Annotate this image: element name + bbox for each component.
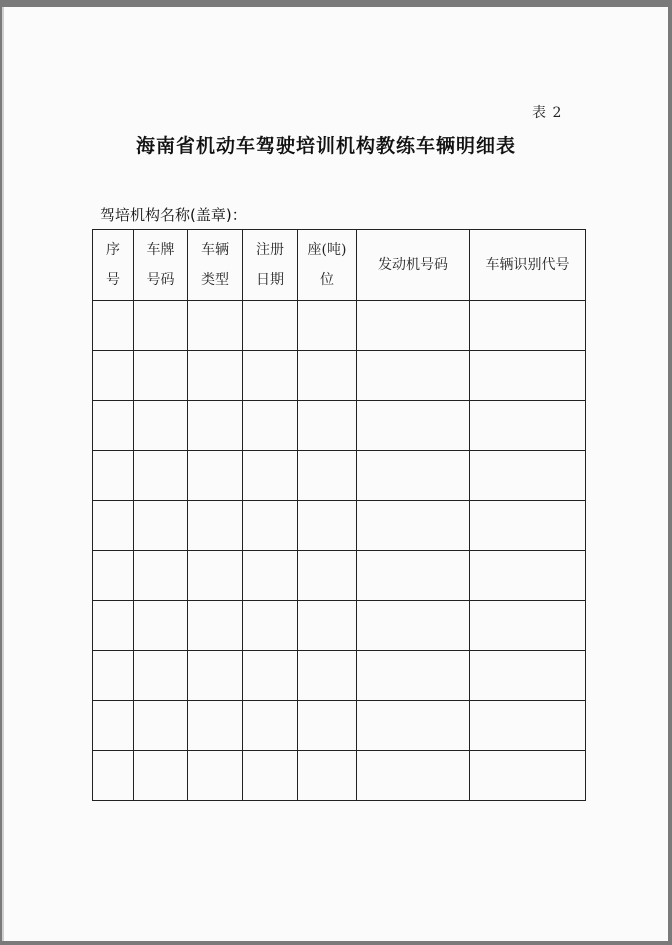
table-cell: [357, 501, 470, 551]
table-row: [93, 401, 586, 451]
table-cell: [298, 501, 357, 551]
table-cell: [470, 501, 586, 551]
table-cell: [243, 501, 298, 551]
table-cell: [243, 401, 298, 451]
table-cell: [357, 351, 470, 401]
table-cell: [243, 451, 298, 501]
table-cell: [470, 551, 586, 601]
table-cell: [93, 351, 134, 401]
table-cell: [93, 501, 134, 551]
table-cell: [243, 351, 298, 401]
table-row: [93, 751, 586, 801]
table-cell: [298, 751, 357, 801]
table-cell: [134, 751, 188, 801]
table-cell: [357, 651, 470, 701]
table-cell: [134, 301, 188, 351]
table-row: [93, 501, 586, 551]
table-row: [93, 701, 586, 751]
table-cell: [134, 451, 188, 501]
table-row: [93, 351, 586, 401]
table-cell: [93, 751, 134, 801]
table-row: [93, 451, 586, 501]
table-cell: [188, 701, 243, 751]
col-header-vin: 车辆识别代号: [470, 230, 586, 301]
page-title: 海南省机动车驾驶培训机构教练车辆明细表: [135, 135, 516, 157]
table-cell: [357, 751, 470, 801]
table-cell: [93, 601, 134, 651]
table-row: [93, 551, 586, 601]
table-cell: [134, 601, 188, 651]
table-cell: [93, 551, 134, 601]
col-header-reg-date: 注册 日期: [243, 230, 298, 301]
org-name-label: 驾培机构名称(盖章)：: [100, 206, 247, 224]
table-cell: [357, 451, 470, 501]
table-cell: [298, 701, 357, 751]
table-cell: [470, 601, 586, 651]
table-cell: [470, 351, 586, 401]
table-cell: [188, 501, 243, 551]
table-cell: [188, 651, 243, 701]
table-cell: [298, 451, 357, 501]
table-cell: [93, 401, 134, 451]
table-cell: [357, 401, 470, 451]
table-cell: [298, 551, 357, 601]
table-cell: [357, 601, 470, 651]
table-cell: [243, 551, 298, 601]
table-cell: [134, 551, 188, 601]
table-cell: [357, 701, 470, 751]
table-cell: [243, 751, 298, 801]
col-header-seats: 座(吨) 位: [298, 230, 357, 301]
table-cell: [188, 601, 243, 651]
table-row: [93, 301, 586, 351]
table-cell: [470, 301, 586, 351]
table-cell: [298, 401, 357, 451]
col-header-seq: 序 号: [93, 230, 134, 301]
col-header-plate: 车牌 号码: [134, 230, 188, 301]
table-cell: [470, 451, 586, 501]
col-header-type: 车辆 类型: [188, 230, 243, 301]
table-cell: [134, 351, 188, 401]
table-cell: [298, 651, 357, 701]
table-header-row: [93, 230, 586, 301]
document-page: [2, 7, 668, 941]
table-cell: [188, 451, 243, 501]
table-cell: [134, 501, 188, 551]
table-cell: [134, 701, 188, 751]
table-cell: [243, 601, 298, 651]
table-cell: [298, 601, 357, 651]
table-cell: [188, 551, 243, 601]
table-cell: [470, 651, 586, 701]
table-cell: [298, 301, 357, 351]
table-cell: [188, 351, 243, 401]
table-row: [93, 651, 586, 701]
table-number: 表 2: [532, 105, 563, 121]
table-cell: [93, 301, 134, 351]
table-row: [93, 601, 586, 651]
table-cell: [93, 701, 134, 751]
table-cell: [298, 351, 357, 401]
table-cell: [134, 401, 188, 451]
table-cell: [188, 401, 243, 451]
table-cell: [93, 451, 134, 501]
table-cell: [134, 651, 188, 701]
table-cell: [93, 651, 134, 701]
table-cell: [357, 551, 470, 601]
table-cell: [188, 301, 243, 351]
vehicle-detail-table: [92, 229, 586, 801]
table-cell: [243, 301, 298, 351]
col-header-engine-no: 发动机号码: [357, 230, 470, 301]
table-cell: [470, 701, 586, 751]
table-cell: [470, 751, 586, 801]
table-cell: [243, 651, 298, 701]
table-cell: [188, 751, 243, 801]
table-cell: [470, 401, 586, 451]
table-cell: [357, 301, 470, 351]
table-cell: [243, 701, 298, 751]
